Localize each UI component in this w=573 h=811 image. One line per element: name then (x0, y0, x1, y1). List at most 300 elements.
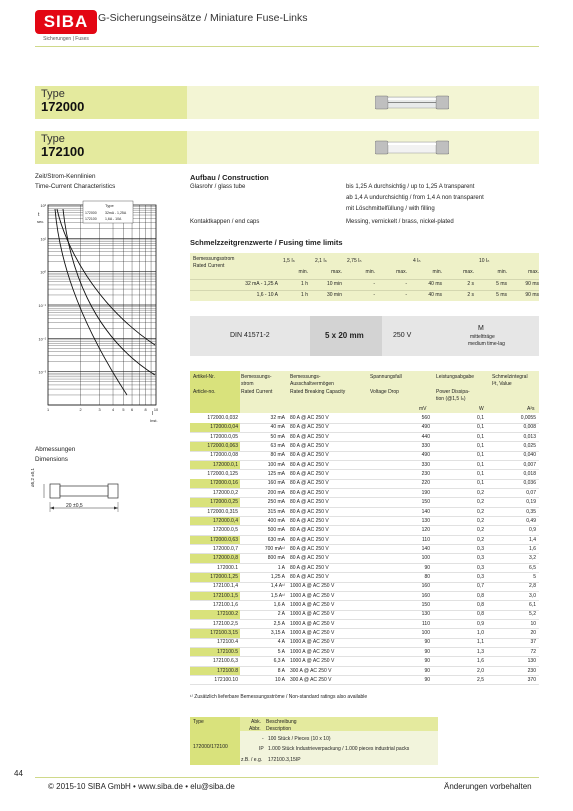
voltage-drop: 100 (421, 555, 430, 562)
breaking-capacity: 1000 A @ AC 250 V (290, 620, 335, 627)
article-number: 172000.0,4 (212, 517, 238, 524)
pk-eg-value: 172100.3,15IP (268, 757, 301, 763)
article-number: 172100.1,5 (212, 592, 238, 599)
table-row (190, 667, 539, 676)
i2t-value: 0,19 (526, 499, 536, 506)
table-row (190, 610, 539, 619)
power-dissipation: 0,2 (477, 489, 484, 496)
power-dissipation: 0,7 (477, 583, 484, 590)
rated-current: 2,5 A (273, 620, 285, 627)
voltage-drop: 90 (424, 676, 430, 683)
unit-mv: mV (419, 406, 427, 412)
table-row (190, 461, 539, 470)
fusing-value: 90 ms (525, 281, 539, 287)
breaking-capacity: 80 A @ AC 250 V (290, 564, 329, 571)
fusing-value: 2 s (467, 292, 474, 298)
fusing-multiplier: 2,75 Iₙ (347, 258, 362, 264)
spec-char-desc-de: mitteltträge (470, 334, 495, 340)
power-dissipation: 0,2 (477, 527, 484, 534)
th-i2t-2: I²t, Value (492, 381, 512, 387)
article-number: 172000.0,315 (207, 508, 238, 515)
rated-current: 2 A (277, 611, 285, 618)
table-row (190, 451, 539, 460)
spec-standard: DIN 41571-2 (230, 332, 270, 339)
table-row (190, 620, 539, 629)
table-row (190, 573, 539, 582)
breaking-capacity: 80 A @ AC 250 V (290, 443, 329, 450)
y-axis-unit-sub: sec. (37, 219, 45, 224)
breaking-capacity: 80 A @ AC 250 V (290, 555, 329, 562)
rated-current: 160 mA (267, 480, 285, 487)
voltage-drop: 330 (421, 443, 430, 450)
article-number: 172100.1,4 (212, 583, 238, 590)
i2t-value: 1,4 (529, 536, 536, 543)
y-axis-unit: t (38, 212, 40, 218)
chart-title-de: Zeit/Strom-Kennlinien (35, 173, 96, 180)
article-number: 172100.2,5 (212, 620, 238, 627)
table-row (190, 536, 539, 545)
voltage-drop: 150 (421, 499, 430, 506)
i2t-value: 0,49 (526, 517, 536, 524)
i2t-value: 0,025 (523, 443, 536, 450)
th-article-de: Artikel-Nr. (193, 374, 215, 380)
x-tick-label: 2 (79, 408, 82, 412)
article-number: 172000.1 (217, 564, 238, 571)
legend-range-172000: 32mA - 1,25A (105, 211, 127, 215)
i2t-value: 3,0 (529, 592, 536, 599)
fuse-transparent-image (375, 95, 449, 110)
fusing-minmax-label: max. (463, 269, 474, 275)
breaking-capacity: 80 A @ AC 250 V (290, 480, 329, 487)
breaking-capacity: 1000 A @ AC 250 V (290, 630, 335, 636)
voltage-drop: 100 (421, 630, 430, 636)
i2t-value: 0,008 (523, 424, 536, 431)
fusing-range: 1,6 - 10 A (256, 292, 278, 298)
th-article-en: Article-no. (193, 389, 216, 395)
rated-current: 500 mA (267, 527, 285, 534)
th-power-note: tion (@1,5 Iₙ) (436, 396, 466, 402)
article-number: 172000.0,8 (212, 555, 238, 562)
i2t-value: 6,1 (529, 602, 536, 608)
th-capacity-en: Rated Breaking Capacity (290, 389, 346, 395)
table-row (190, 498, 539, 507)
power-dissipation: 0,8 (477, 602, 484, 608)
breaking-capacity: 300 A @ AC 250 V (290, 667, 332, 674)
logo-mark: SIBA (35, 10, 97, 34)
breaking-capacity: 80 A @ AC 250 V (290, 499, 329, 506)
siba-logo (35, 10, 97, 46)
power-dissipation: 0,2 (477, 536, 484, 543)
table-row (190, 554, 539, 563)
footer-divider (35, 777, 539, 778)
article-number: 172000.0,7 (212, 545, 238, 552)
breaking-capacity: 1000 A @ AC 250 V (290, 639, 335, 646)
voltage-drop: 120 (421, 527, 430, 534)
rated-current: 10 A (274, 676, 285, 683)
x-tick-label: 3 (98, 408, 101, 412)
fuse-opaque-image (375, 140, 449, 155)
i2t-value: 0,007 (523, 461, 536, 468)
breaking-capacity: 1000 A @ AC 250 V (290, 602, 335, 608)
chart-grid (48, 205, 156, 405)
article-number: 172000.0,04 (210, 424, 238, 431)
pk-desc-0: 100 Stück / Pieces (10 x 10) (268, 736, 331, 742)
breaking-capacity: 1000 A @ AC 250 V (290, 658, 335, 665)
spec-size: 5 x 20 mm (325, 331, 364, 340)
fusing-head-en: Rated Current (193, 263, 225, 269)
fusing-row-rule (190, 290, 539, 291)
breaking-capacity: 80 A @ AC 250 V (290, 471, 329, 478)
fusing-value: 1 h (301, 281, 308, 287)
power-dissipation: 0,1 (477, 461, 484, 468)
i2t-value: 0,036 (523, 480, 536, 487)
y-tick-label: 10⁻³ (38, 370, 46, 375)
table-footnote: ¹⁾ Zusätzlich lieferbare Bemessungsströme / Non-standard ratings also available (190, 694, 368, 700)
table-row (190, 470, 539, 479)
footer-note: Änderungen vorbehalten (444, 782, 532, 791)
i2t-value: 230 (527, 667, 536, 674)
rated-current: 6,3 A (273, 658, 285, 665)
construction-right-3: Messing, vernickelt / brass, nickel-plated (346, 219, 454, 225)
article-number: 172100.10 (214, 676, 238, 683)
fusing-minmax-label: min. (365, 269, 375, 275)
table-row (190, 592, 539, 601)
rated-current: 125 mA (267, 471, 285, 478)
article-number: 172000.0,2 (212, 489, 238, 496)
rated-current: 400 mA (267, 517, 285, 524)
chart-title-en: Time-Current Characteristics (35, 183, 116, 190)
breaking-capacity: 80 A @ AC 250 V (290, 461, 329, 468)
x-tick-label: 10 (153, 408, 159, 412)
fusing-row-rule (190, 279, 539, 280)
table-row (190, 433, 539, 442)
voltage-drop: 110 (422, 620, 430, 627)
voltage-drop: 110 (422, 536, 430, 543)
fuse-image-area (187, 131, 539, 164)
rated-current: 315 mA (267, 508, 285, 515)
y-tick-label: 10² (40, 204, 46, 208)
table-row (190, 629, 539, 638)
type-label: Type (41, 133, 65, 145)
article-number: 172100.5 (217, 648, 238, 655)
power-dissipation: 0,9 (477, 620, 484, 627)
voltage-drop: 90 (424, 639, 430, 646)
article-number: 172000.0,125 (207, 471, 238, 478)
y-tick-label: 10¹ (40, 237, 46, 242)
rated-current: 200 mA (267, 489, 285, 496)
rated-current: 250 mA (267, 499, 285, 506)
power-dissipation: 1,3 (477, 648, 484, 655)
power-dissipation: 1,0 (477, 630, 484, 636)
rated-current: 800 mA (267, 555, 285, 562)
fusing-title: Schmelzzeitgrenzwerte / Fusing time limits (190, 238, 343, 247)
table-row (190, 517, 539, 526)
i2t-value: 130 (527, 658, 536, 665)
th-capacity-2: Ausschaltvermögen (290, 381, 334, 387)
construction-left-0: Glasrohr / glass tube (190, 184, 246, 190)
article-number: 172000.0,08 (210, 452, 238, 459)
power-dissipation: 0,1 (477, 424, 484, 431)
voltage-drop: 160 (421, 583, 430, 590)
fusing-value: 30 min (326, 292, 342, 298)
voltage-drop: 220 (421, 480, 430, 487)
th-current-2: strom (241, 381, 254, 387)
breaking-capacity: 80 A @ AC 250 V (290, 489, 329, 496)
pk-type: 172000/172100 (193, 744, 228, 750)
th-voltage-drop-de: Spannungsfall (370, 374, 402, 380)
th-voltage-drop-en: Voltage Drop (370, 389, 399, 395)
y-tick-label: 10⁰ (40, 270, 46, 275)
type-number: 172000 (41, 99, 85, 114)
logo-subtitle: Sicherungen | Fuses (43, 36, 89, 42)
fusing-value: - (405, 281, 407, 287)
article-number: 172100.6,3 (212, 658, 238, 665)
power-dissipation: 0,1 (477, 443, 484, 450)
voltage-drop: 330 (421, 461, 430, 468)
th-current-1: Bemessungs- (241, 374, 272, 380)
power-dissipation: 0,1 (477, 452, 484, 459)
breaking-capacity: 80 A @ AC 250 V (290, 517, 329, 524)
dimension-drawing (36, 470, 136, 518)
fusing-minmax-label: max. (396, 269, 407, 275)
unit-a2s: A²s (527, 406, 535, 412)
th-current-en: Rated Current (241, 389, 273, 395)
power-dissipation: 0,8 (477, 611, 484, 618)
power-dissipation: 0,8 (477, 592, 484, 599)
article-number: 172000.0,25 (210, 499, 238, 506)
dimensions-title-de: Abmessungen (35, 446, 76, 453)
construction-right-0: bis 1,25 A durchsichtig / up to 1,25 A transparent (346, 184, 475, 190)
fusing-minmax-label: max. (331, 269, 342, 275)
fusing-value: - (373, 292, 375, 298)
table-row (190, 564, 539, 573)
i2t-value: 370 (527, 676, 536, 683)
dimensions-title-en: Dimensions (35, 456, 68, 463)
i2t-value: 37 (530, 639, 536, 646)
rated-current: 63 mA (270, 443, 285, 450)
rated-current: 40 mA (270, 424, 285, 431)
i2t-value: 0,07 (526, 489, 536, 496)
breaking-capacity: 80 A @ AC 250 V (290, 574, 329, 580)
fusing-value: 1 h (301, 292, 308, 298)
breaking-capacity: 80 A @ AC 250 V (290, 415, 329, 421)
fusing-multiplier: 4 Iₙ (413, 258, 421, 264)
spec-voltage: 250 V (393, 332, 412, 339)
i2t-value: 20 (530, 630, 536, 636)
voltage-drop: 560 (421, 415, 430, 421)
x-tick-label: 5 (122, 408, 125, 412)
article-number: 172100.1,6 (212, 602, 238, 608)
table-row (190, 648, 539, 657)
fusing-value: 40 ms (428, 281, 442, 287)
rated-current: 630 mA (267, 536, 285, 543)
type-number: 172100 (41, 144, 85, 159)
table-row (190, 676, 539, 685)
breaking-capacity: 80 A @ AC 250 V (290, 424, 329, 431)
th-capacity-1: Bemessungs- (290, 374, 321, 380)
power-dissipation: 1,6 (477, 658, 484, 665)
voltage-drop: 90 (424, 667, 430, 674)
article-number: 172000.0,063 (207, 443, 238, 450)
table-row (190, 545, 539, 554)
fusing-multiplier: 1,5 Iₙ (283, 258, 295, 264)
spec-characteristic: M (478, 325, 484, 332)
breaking-capacity: 80 A @ AC 250 V (290, 433, 329, 440)
i2t-value: 5 (533, 574, 536, 580)
table-row (190, 479, 539, 488)
power-dissipation: 0,2 (477, 508, 484, 515)
x-tick-label: 4 (111, 408, 115, 412)
legend-range-172100: 1,6A - 10A (105, 217, 122, 221)
construction-right-2: mit Löschmittelfüllung / with filling (346, 206, 435, 212)
th-power-en: Power Dissipa- (436, 389, 470, 395)
fusing-value: 5 ms (496, 281, 507, 287)
fuse-image-area (187, 86, 539, 119)
rated-current: 1,5 A¹⁾ (270, 592, 285, 599)
article-number: 172100.3,15 (210, 630, 238, 636)
table-row (190, 508, 539, 517)
pk-head-abbr: Abbr. (249, 726, 261, 732)
power-dissipation: 0,3 (477, 555, 484, 562)
power-dissipation: 0,1 (477, 480, 484, 487)
rated-current: 1,25 A (270, 574, 285, 580)
i2t-value: 0,9 (529, 527, 536, 534)
voltage-drop: 90 (424, 564, 430, 571)
table-row (190, 442, 539, 451)
construction-left-3: Kontaktkappen / end caps (190, 219, 260, 225)
breaking-capacity: 80 A @ AC 250 V (290, 527, 329, 534)
x-axis-unit-sub: Inst. (150, 418, 158, 423)
rated-current: 8 A (277, 667, 285, 674)
i2t-value: 0,018 (523, 471, 536, 478)
voltage-drop: 230 (421, 471, 430, 478)
voltage-drop: 490 (421, 424, 430, 431)
th-power-de: Leistungsabgabe (436, 374, 475, 380)
page-number: 44 (14, 769, 23, 778)
article-number: 172000.0,5 (212, 527, 238, 534)
rated-current: 32 mA (270, 415, 285, 421)
table-row (190, 601, 539, 610)
voltage-drop: 150 (421, 602, 430, 608)
power-dissipation: 1,1 (477, 639, 484, 646)
article-number: 172000.0,032 (207, 415, 238, 421)
power-dissipation: 2,0 (477, 667, 484, 674)
footer-copyright: © 2015-10 SIBA GmbH • www.siba.de • elu@siba.de (48, 782, 235, 791)
voltage-drop: 440 (421, 433, 430, 440)
legend-type-172000: 172000 (85, 211, 97, 215)
rated-current: 1,6 A (273, 602, 285, 608)
voltage-drop: 90 (424, 658, 430, 665)
fusing-minmax-label: max. (528, 269, 539, 275)
i2t-value: 1,6 (529, 545, 536, 552)
i2t-value: 6,5 (529, 564, 536, 571)
fusing-value: 2 s (467, 281, 474, 287)
fusing-multiplier: 2,1 Iₙ (315, 258, 327, 264)
row-rule (190, 684, 539, 685)
rated-current: 4 A (277, 639, 285, 646)
rated-current: 80 mA (270, 452, 285, 459)
voltage-drop: 90 (424, 648, 430, 655)
x-tick-label: 1 (46, 408, 50, 412)
pk-head-type: Type (193, 719, 204, 725)
x-tick-label: 6 (130, 408, 134, 412)
rated-current: 5 A (277, 648, 285, 655)
legend-header: Type (105, 203, 114, 208)
power-dissipation: 0,1 (477, 433, 484, 440)
pk-eg-label: z.B. / e.g. (241, 757, 263, 763)
fusing-multiplier: 10 Iₙ (479, 258, 490, 264)
article-number: 172000.1,25 (210, 574, 238, 580)
chart-y-ticks (39, 204, 47, 375)
power-dissipation: 0,3 (477, 564, 484, 571)
fusing-value: 90 ms (525, 292, 539, 298)
table-row (190, 423, 539, 432)
pk-desc-1: 1.000 Stück Industrieverpackung / 1.000 pieces industrial packs (268, 746, 410, 752)
voltage-drop: 130 (421, 517, 430, 524)
fusing-value: 5 ms (496, 292, 507, 298)
breaking-capacity: 300 A @ AC 250 V (290, 676, 332, 683)
voltage-drop: 130 (421, 611, 430, 618)
i2t-value: 5,2 (529, 611, 536, 618)
breaking-capacity: 1000 A @ AC 250 V (290, 611, 335, 618)
table-row (190, 526, 539, 535)
pk-abbr-1: IP (259, 746, 264, 752)
breaking-capacity: 80 A @ AC 250 V (290, 452, 329, 459)
x-tick-label: 8 (144, 408, 147, 412)
i2t-value: 3,2 (529, 555, 536, 562)
table-row (190, 657, 539, 666)
type-label: Type (41, 88, 65, 100)
construction-right-1: ab 1,4 A undurchsichtig / from 1,4 A non transparent (346, 195, 484, 201)
i2t-value: 10 (530, 620, 536, 627)
dimension-length: 20 ±0,5 (66, 503, 83, 509)
pk-head-desc: Beschreibung (266, 719, 297, 725)
fusing-value: - (405, 292, 407, 298)
rated-current: 100 mA (267, 461, 285, 468)
voltage-drop: 190 (421, 489, 430, 496)
pk-head-abk: Abk. (251, 719, 262, 725)
breaking-capacity: 1000 A @ AC 250 V (290, 583, 335, 590)
voltage-drop: 160 (421, 592, 430, 599)
power-dissipation: 0,3 (477, 545, 484, 552)
i2t-value: 0,0055 (520, 415, 536, 421)
power-dissipation: 0,3 (477, 574, 484, 580)
article-number: 172000.0,63 (210, 536, 238, 543)
th-i2t-1: Schmelzintegral (492, 374, 528, 380)
i2t-value: 0,013 (523, 433, 536, 440)
y-tick-label: 10⁻² (38, 337, 46, 342)
dimension-diameter: ø5,2 ±0,1 (30, 468, 35, 487)
power-dissipation: 0,2 (477, 517, 484, 524)
article-number: 172000.0,16 (210, 480, 238, 487)
rated-current: 1,4 A¹⁾ (270, 583, 285, 590)
fusing-value: - (373, 281, 375, 287)
rated-current: 1 A (277, 564, 285, 571)
x-axis-unit: I (152, 411, 154, 417)
unit-w: W (479, 406, 484, 412)
fusing-range: 32 mA - 1,25 A (245, 281, 278, 287)
power-dissipation: 2,5 (477, 676, 484, 683)
breaking-capacity: 1000 A @ AC 250 V (290, 648, 335, 655)
article-number: 172000.0,1 (212, 461, 238, 468)
type-box-172100 (35, 131, 539, 164)
i2t-value: 72 (530, 648, 536, 655)
fusing-head-de: Bemessungsstrom (193, 256, 235, 262)
voltage-drop: 490 (421, 452, 430, 459)
legend-type-172100: 172100 (85, 217, 97, 221)
table-row (190, 582, 539, 591)
breaking-capacity: 80 A @ AC 250 V (290, 545, 329, 552)
